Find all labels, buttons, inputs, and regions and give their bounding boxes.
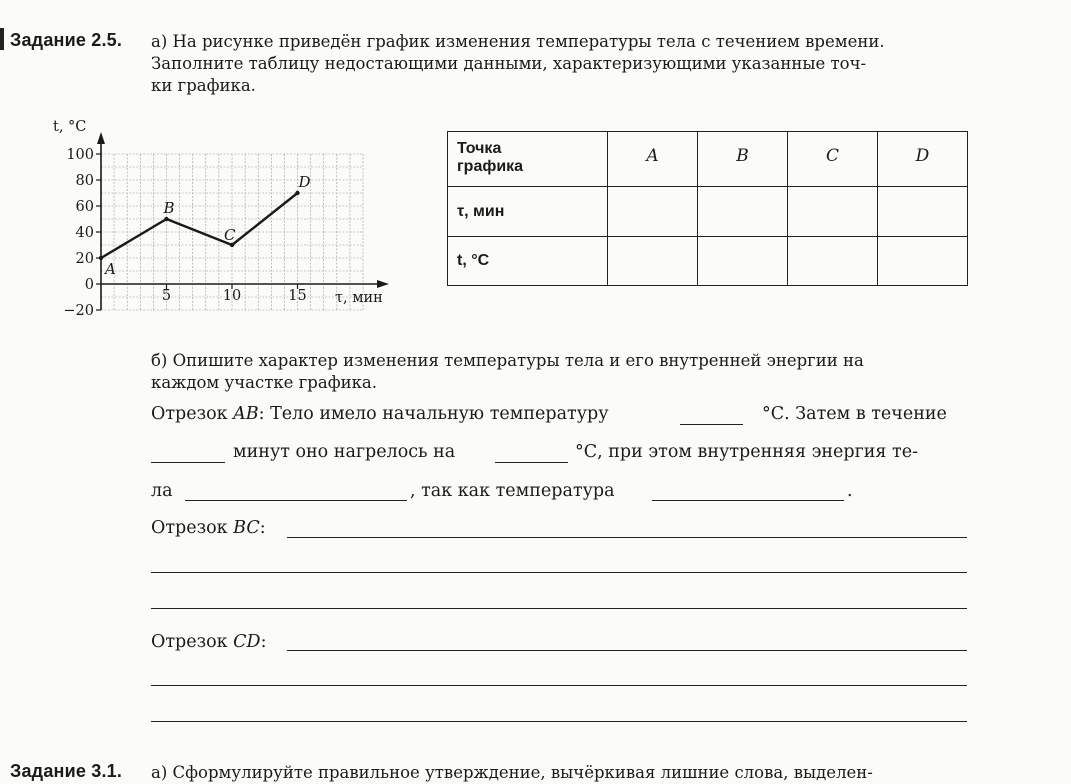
temperature-chart <box>0 110 420 325</box>
chart-series <box>99 173 311 278</box>
chart-ticks <box>63 147 306 319</box>
answer-line-cd-3[interactable] <box>151 721 967 722</box>
margin-marker <box>0 28 4 50</box>
task-next-text-line-1: а) Сформулируйте правильное утверждение, вычёркивая лишние слова, выделен- <box>151 763 873 782</box>
data-point <box>99 256 103 260</box>
point-label: D <box>298 173 311 191</box>
segment-ab-text-4: °С, при этом внутренняя энергия те- <box>575 442 918 462</box>
task-text-line-3: ки графика. <box>151 76 256 95</box>
part-b-line-2: каждом участке графика. <box>151 373 377 392</box>
temperature-line <box>101 193 298 258</box>
x-tick-label: 5 <box>161 288 172 304</box>
points-table <box>447 131 968 286</box>
answer-line-cd-2[interactable] <box>151 685 967 686</box>
segment-bc-label <box>151 518 266 538</box>
task-number-next: Задание 3.1. <box>10 761 123 781</box>
segment-ab-text-2: °С. Затем в течение <box>762 404 947 424</box>
segment-ab-text-3: минут оно нагрелось на <box>233 442 456 462</box>
row-label-time: τ, мин <box>448 187 608 237</box>
data-point <box>295 191 299 195</box>
y-axis-arrow <box>97 132 105 144</box>
segment-ab-prefix: Отрезок <box>151 404 234 424</box>
segment-cd-name: CD <box>233 632 261 652</box>
y-tick-label: 40 <box>75 225 94 241</box>
segment-ab-text-6: , так как температура <box>410 481 615 501</box>
x-axis-label: τ, мин <box>335 290 383 306</box>
column-header-a: A <box>608 132 698 187</box>
table-header-line-2: графика <box>457 158 524 175</box>
point-label: C <box>224 226 236 244</box>
table-cell-time-d[interactable] <box>878 187 968 237</box>
y-axis-label: t, °C <box>53 119 87 135</box>
segment-bc-colon: : <box>259 518 266 538</box>
segment-cd-label <box>151 632 267 652</box>
table-cell-time-c[interactable] <box>788 187 878 237</box>
task-text-line-2: Заполните таблицу недостающими данными, характеризующими указанные точ- <box>151 54 867 73</box>
blank-energy-change[interactable] <box>185 500 407 501</box>
segment-ab-text-1: : Тело имело начальную температуру <box>258 404 609 424</box>
y-tick-label: 60 <box>75 199 94 215</box>
x-axis-arrow <box>377 280 389 288</box>
y-tick-label: 0 <box>84 277 94 293</box>
segment-ab-name: AB <box>233 404 259 424</box>
segment-cd-prefix: Отрезок <box>151 632 234 652</box>
x-tick-label: 10 <box>222 288 242 304</box>
y-tick-label: 80 <box>75 173 94 189</box>
table-cell-time-a[interactable] <box>608 187 698 237</box>
table-cell-temp-c[interactable] <box>788 237 878 286</box>
table-cell-temp-b[interactable] <box>698 237 788 286</box>
segment-cd-colon: : <box>260 632 267 652</box>
blank-heated-by[interactable] <box>495 462 568 463</box>
table-cell-time-b[interactable] <box>698 187 788 237</box>
blank-initial-temperature[interactable] <box>680 424 743 425</box>
table-cell-temp-d[interactable] <box>878 237 968 286</box>
y-tick-label: −20 <box>63 303 94 319</box>
data-point <box>164 217 168 221</box>
column-header-b: B <box>698 132 788 187</box>
answer-line-cd-1[interactable] <box>287 650 967 651</box>
column-header-c: C <box>788 132 878 187</box>
answer-line-bc-3[interactable] <box>151 608 967 609</box>
segment-bc-name: BC <box>233 518 260 538</box>
segment-ab-text-5: ла <box>151 481 173 501</box>
row-label-temperature: t, °С <box>448 237 608 286</box>
y-tick-label: 20 <box>75 251 94 267</box>
x-tick-label: 15 <box>288 288 307 304</box>
table-cell-temp-a[interactable] <box>608 237 698 286</box>
answer-line-bc-2[interactable] <box>151 572 967 573</box>
part-b-line-1: б) Опишите характер изменения температуры тела и его внутренней энергии на <box>151 351 864 370</box>
segment-bc-prefix: Отрезок <box>151 518 234 538</box>
point-label: A <box>105 260 116 278</box>
segment-ab-end: . <box>847 481 853 501</box>
point-label: B <box>163 199 175 217</box>
task-text-line-1: а) На рисунке приведён график изменения температуры тела с течением времени. <box>151 32 885 51</box>
table-header-cell <box>448 132 608 187</box>
column-header-d: D <box>878 132 968 187</box>
table-header-line-1: Точка <box>457 140 502 157</box>
chart-axes <box>97 132 389 310</box>
blank-temperature-reason[interactable] <box>652 500 844 501</box>
blank-minutes[interactable] <box>151 462 225 463</box>
answer-line-bc-1[interactable] <box>287 537 967 538</box>
y-tick-label: 100 <box>66 147 94 163</box>
task-number: Задание 2.5. <box>10 30 123 50</box>
